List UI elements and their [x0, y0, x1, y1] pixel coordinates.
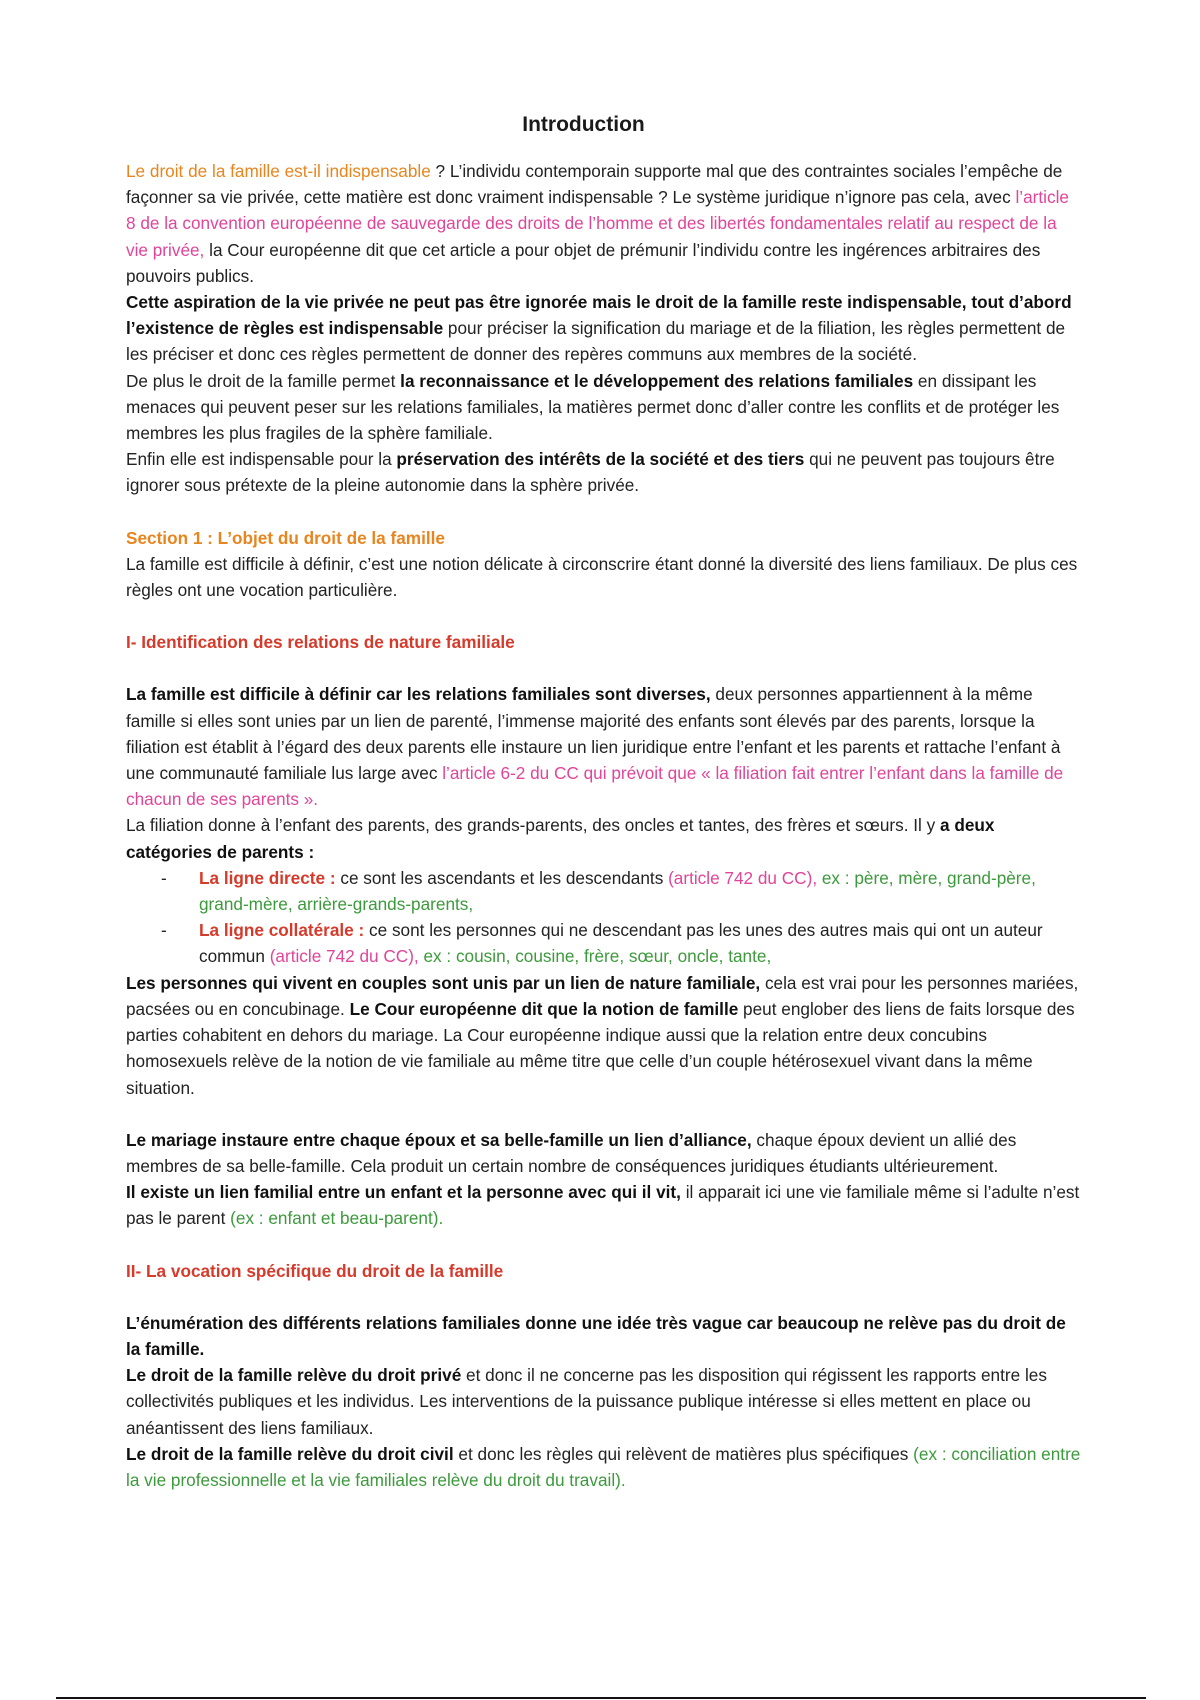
paragraph: La filiation donne à l’enfant des parents, des grands-parents, des oncles et tantes, des frères et sœurs. Il y a deux catégories de parents :: [126, 815, 995, 862]
intro-paragraph: Le droit de la famille est-il indispensable ? L’individu contemporain supporte mal que des contraintes sociales l’empêche de façonner sa vie privée, cette matière est donc vraiment indispensable ? Le système juridique n’ignore pas cela, avec l’article 8 de la convention européenne de sauvegarde des droits de l’homme et des libertés fondamentales relatif au respect de la vie privée, la Cour européenne dit que cet article a pour objet de prémunir l’individu contre les ingérences arbitraires des pouvoirs publics.: [126, 161, 1069, 286]
list-item: - La ligne directe : ce sont les ascendants et les descendants (article 742 du CC), ex : père, mère, grand-père, grand-mère, arrière-grands-parents,: [126, 865, 1081, 917]
part-2-heading: II- La vocation spécifique du droit de la famille: [126, 1260, 504, 1281]
paragraph: Les personnes qui vivent en couples sont unis par un lien de nature familiale, cela est vrai pour les personnes mariées, pacsées ou en concubinage. Le Cour européenne dit que la notion de famille peut englober des liens de faits lorsque des parties cohabitent en dehors du mariage. La Cour européenne indique aussi que la relation entre deux concubins homosexuels relève de la notion de vie familiale au même titre que celle d’un couple hétérosexuel vivant dans la même situation.: [126, 972, 1079, 1098]
section-1-heading: Section 1 : L’objet du droit de la famille: [126, 527, 445, 548]
article-6-2-reference: l’article 6-2 du CC qui prévoit que « la filiation fait entrer l’enfant dans la famille de chacun de ses parents ».: [126, 763, 1064, 810]
document-body: [126, 112, 1081, 1493]
page-bottom-rule: [56, 1697, 1146, 1699]
paragraph: Enfin elle est indispensable pour la préservation des intérêts de la société et des tiers qui ne peuvent pas toujours être ignorer sous prétexte de la pleine autonomie dans la sphère privée.: [126, 449, 1055, 496]
paragraph: L’énumération des différents relations familiales donne une idée très vague car beaucoup ne relève pas du droit de la famille.: [126, 1312, 1066, 1359]
paragraph: Le droit de la famille relève du droit civil et donc les règles qui relèvent de matières plus spécifiques (ex : conciliation entre la vie professionnelle et la vie familiales relève du droit du travail).: [126, 1443, 1081, 1490]
list-item: - La ligne collatérale : ce sont les personnes qui ne descendant pas les unes des autres mais qui ont un auteur commun (article 742 du CC), ex : cousin, cousine, frère, sœur, oncle, tante,: [126, 917, 1081, 969]
intro-question: Le droit de la famille est-il indispensable: [126, 161, 431, 181]
article-8-reference: l’article 8 de la convention européenne de sauvegarde des droits de l’homme et des libertés fondamentales relatif au respect de la vie privée,: [126, 187, 1069, 260]
part-1-heading: I- Identification des relations de nature familiale: [126, 632, 515, 653]
paragraph: De plus le droit de la famille permet la reconnaissance et le développement des relations familiales en dissipant les menaces qui peuvent peser sur les relations familiales, la matières permet donc d’aller contre les conflits et de protéger les membres les plus fragiles de la sphère familiale.: [126, 370, 1060, 444]
page-title: Introduction: [522, 113, 645, 136]
paragraph: Le droit de la famille relève du droit privé et donc il ne concerne pas les disposition qui régissent les rapports entre les collectivités publiques et les individus. Les interventions de la puissance publique intéresse si elles mettent en place ou anéantissent des liens familiaux.: [126, 1365, 1047, 1438]
parent-categories-list: [126, 865, 1081, 970]
paragraph: Il existe un lien familial entre un enfant et la personne avec qui il vit, il apparait ici une vie familiale même si l’adulte n’est pas le parent (ex : enfant et beau-parent).: [126, 1182, 1080, 1229]
paragraph: Cette aspiration de la vie privée ne peut pas être ignorée mais le droit de la famille reste indispensable, tout d’abord l’existence de règles est indispensable pour préciser la signification du mariage et de la filiation, les règles permettent de les préciser et donc ces règles permettent de donner des repères communs aux membres de la société.: [126, 292, 1072, 365]
paragraph: Le mariage instaure entre chaque époux et sa belle-famille un lien d’alliance, chaque époux devient un allié des membres de sa belle-famille. Cela produit un certain nombre de conséquences juridiques étudiants ultérieurement.: [126, 1129, 1017, 1176]
section-1-text: La famille est difficile à définir, c’est une notion délicate à circonscrire étant donné la diversité des liens familiaux. De plus ces règles ont une vocation particulière.: [126, 553, 1078, 601]
paragraph: La famille est difficile à définir car les relations familiales sont diverses, deux personnes appartiennent à la même famille si elles sont unies par un lien de parenté, l’immense majorité des enfants sont élevés par des parents, lorsque la filiation est établit à l’égard des deux parents elle instaure un lien juridique entre l’enfant et les parents et rattache l’enfant à une communauté familiale lus large avec l’article 6-2 du CC qui prévoit que « la filiation fait entrer l’enfant dans la famille de chacun de ses parents ».: [126, 684, 1064, 810]
